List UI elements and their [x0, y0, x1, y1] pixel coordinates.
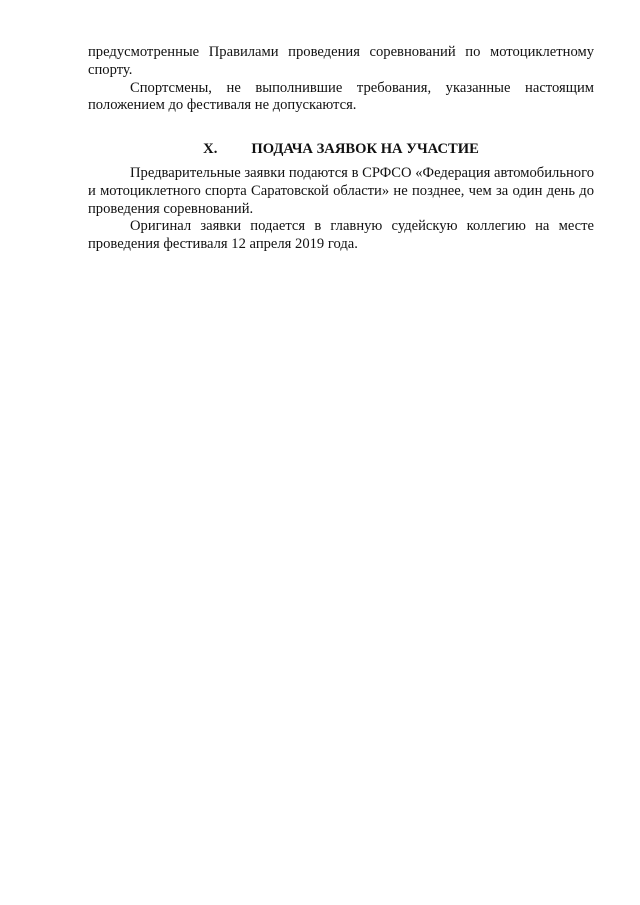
- section-heading: [88, 141, 594, 159]
- paragraph-rules-continuation: предусмотренные Правилами проведения соревнований по мотоциклетному спорту.: [88, 44, 594, 78]
- document-page: [88, 44, 594, 254]
- section-number: X.: [203, 141, 218, 158]
- paragraph-athletes-requirements: Спортсмены, не выполнившие требования, указанные настоящим положением до фестиваля не допускаются.: [88, 79, 594, 114]
- paragraph-preliminary-applications: Предварительные заявки подаются в СРФСО «Федерация автомобильного и мотоциклетного спорта Саратовской области» не позднее, чем за один день до проведения соревнований.: [88, 164, 594, 217]
- paragraph-original-application: Оригинал заявки подается в главную судейскую коллегию на месте проведения фестиваля 12 апреля 2019 года.: [88, 218, 594, 253]
- spacer: [88, 115, 594, 141]
- section-title: ПОДАЧА ЗАЯВОК НА УЧАСТИЕ: [251, 141, 479, 158]
